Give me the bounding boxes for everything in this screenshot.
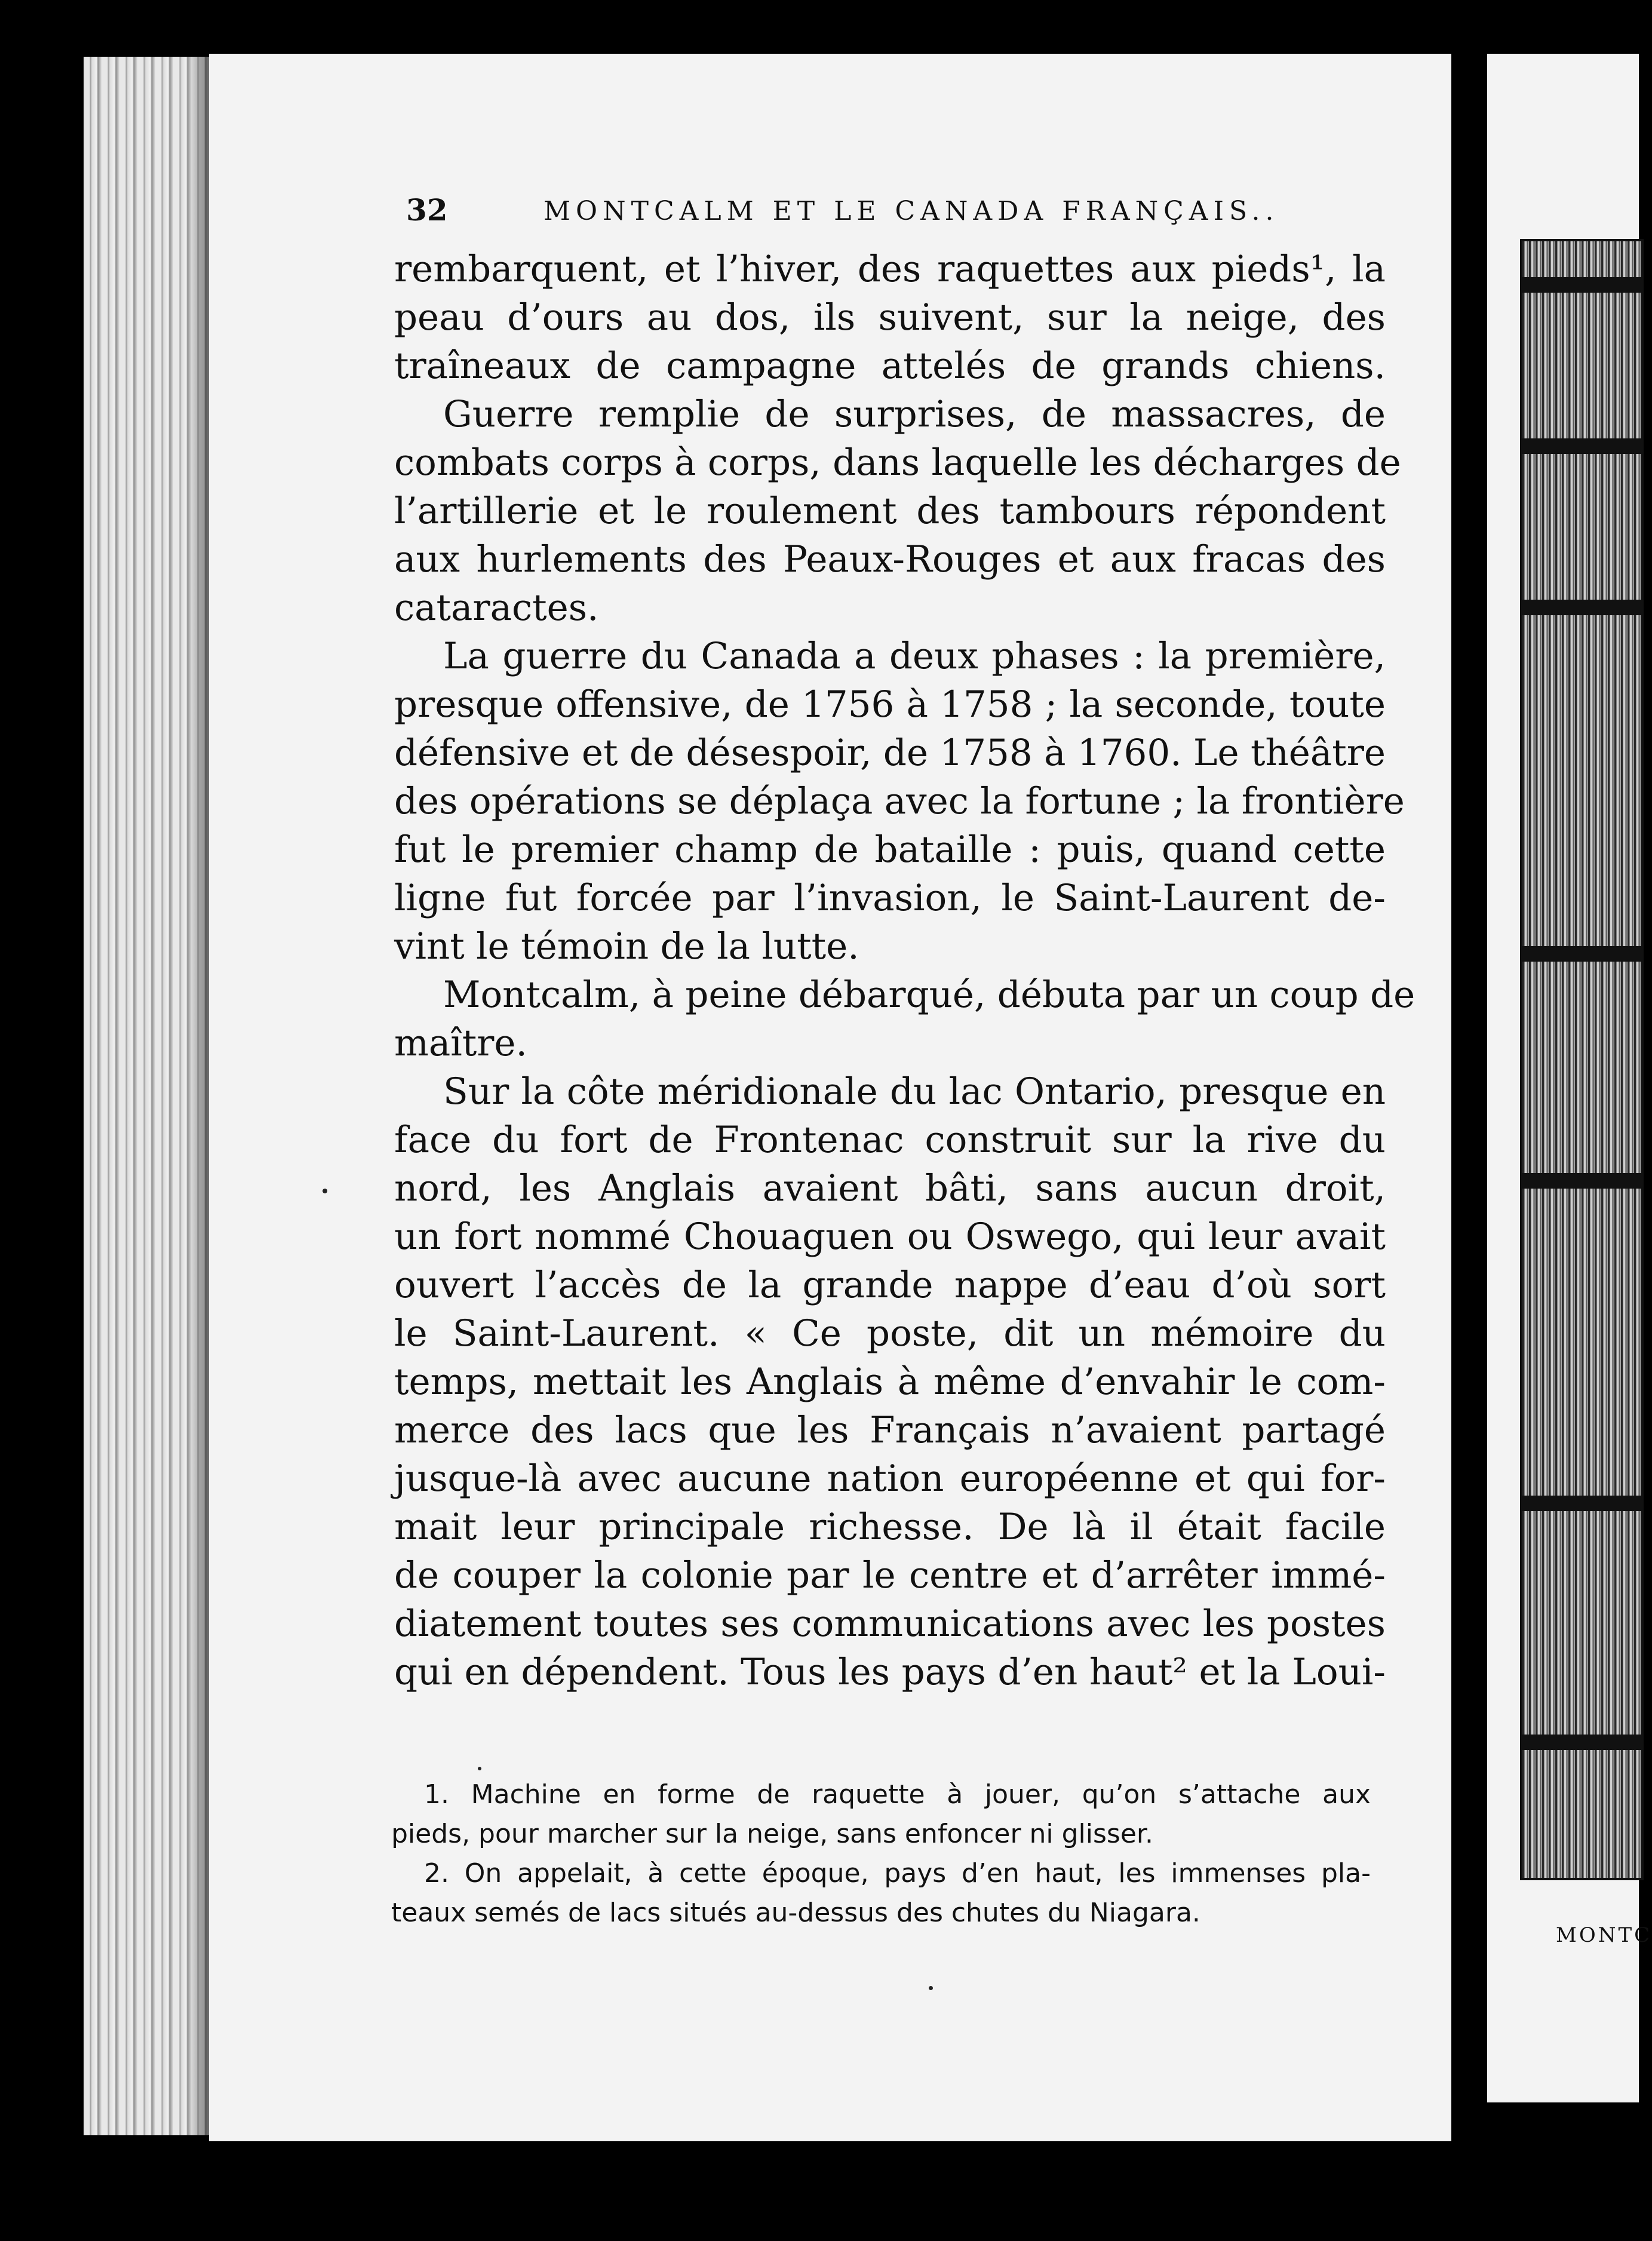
footnote-line: 2. On appelait, à cette époque, pays d’en haut, les immenses pla-	[424, 1858, 1371, 1889]
footnote-line: pieds, pour marcher sur la neige, sans enfoncer ni glisser.	[391, 1819, 1153, 1849]
text-line: ouvert l’accès de la grande nappe d’eau d’où sort	[394, 1264, 1386, 1306]
text-line: de couper la colonie par le centre et d’arrêter immé-	[394, 1554, 1386, 1597]
text-line: qui en dépendent. Tous les pays d’en haut² et la Loui-	[394, 1651, 1386, 1693]
text-line: mait leur principale richesse. De là il était facile	[394, 1506, 1386, 1548]
print-speck	[323, 1189, 327, 1193]
text-line: jusque-là avec aucune nation européenne et qui for-	[394, 1457, 1386, 1500]
text-line: le Saint-Laurent. « Ce poste, dit un mémoire du	[394, 1312, 1386, 1355]
print-speck	[478, 1767, 481, 1770]
text-line: Guerre remplie de surprises, de massacres, de	[443, 393, 1386, 435]
running-header	[406, 192, 1279, 228]
text-line: Montcalm, à peine débarqué, débuta par un coup de	[443, 974, 1415, 1016]
text-line: peau d’ours au dos, ils suivent, sur la neige, des	[394, 296, 1386, 339]
text-line: rembarquent, et l’hiver, des raquettes aux pieds¹, la	[394, 248, 1386, 290]
footnote-line: teaux semés de lacs situés au-dessus des chutes du Niagara.	[391, 1898, 1200, 1928]
text-line: face du fort de Frontenac construit sur la rive du	[394, 1119, 1386, 1161]
text-line: cataractes.	[394, 587, 599, 629]
text-line: vint le témoin de la lutte.	[394, 925, 859, 968]
text-line: défensive et de désespoir, de 1758 à 1760. Le théâtre	[394, 732, 1386, 774]
book-page-edges	[84, 57, 212, 2135]
text-line: ligne fut forcée par l’invasion, le Saint-Laurent de-	[394, 877, 1386, 919]
text-line: traîneaux de campagne attelés de grands chiens.	[394, 345, 1386, 387]
text-line: des opérations se déplaça avec la fortune ; la frontière	[394, 780, 1405, 822]
text-line: La guerre du Canada a deux phases : la première,	[443, 635, 1386, 677]
text-line: fut le premier champ de bataille : puis, quand cette	[394, 828, 1386, 871]
page-number: 32	[406, 192, 448, 228]
text-line: Sur la côte méridionale du lac Ontario, presque en	[443, 1070, 1386, 1113]
text-line: maître.	[394, 1022, 527, 1064]
footnote-line: 1. Machine en forme de raquette à jouer, qu’on s’attache aux	[424, 1779, 1371, 1810]
text-line: nord, les Anglais avaient bâti, sans aucun droit,	[394, 1167, 1386, 1209]
text-line: combats corps à corps, dans laquelle les décharges de	[394, 441, 1401, 484]
text-line: presque offensive, de 1756 à 1758 ; la seconde, toute	[394, 683, 1386, 726]
facing-page-caption: MONTC	[1556, 1923, 1652, 1947]
text-line: merce des lacs que les Français n’avaient partagé	[394, 1409, 1386, 1451]
body-text	[394, 245, 1415, 1696]
footnotes	[391, 1775, 1371, 1933]
text-line: diatement toutes ses communications avec les postes	[394, 1603, 1386, 1645]
text-line: un fort nommé Chouaguen ou Oswego, qui leur avait	[394, 1215, 1386, 1258]
running-title: MONTCALM ET LE CANADA FRANÇAIS..	[543, 196, 1279, 226]
text-line: temps, mettait les Anglais à même d’envahir le com-	[394, 1361, 1386, 1403]
facing-page-engraving	[1520, 239, 1644, 1880]
text-line: aux hurlements des Peaux-Rouges et aux fracas des	[394, 538, 1386, 581]
text-line: l’artillerie et le roulement des tambours répondent	[394, 490, 1386, 532]
print-speck	[929, 1986, 933, 1990]
